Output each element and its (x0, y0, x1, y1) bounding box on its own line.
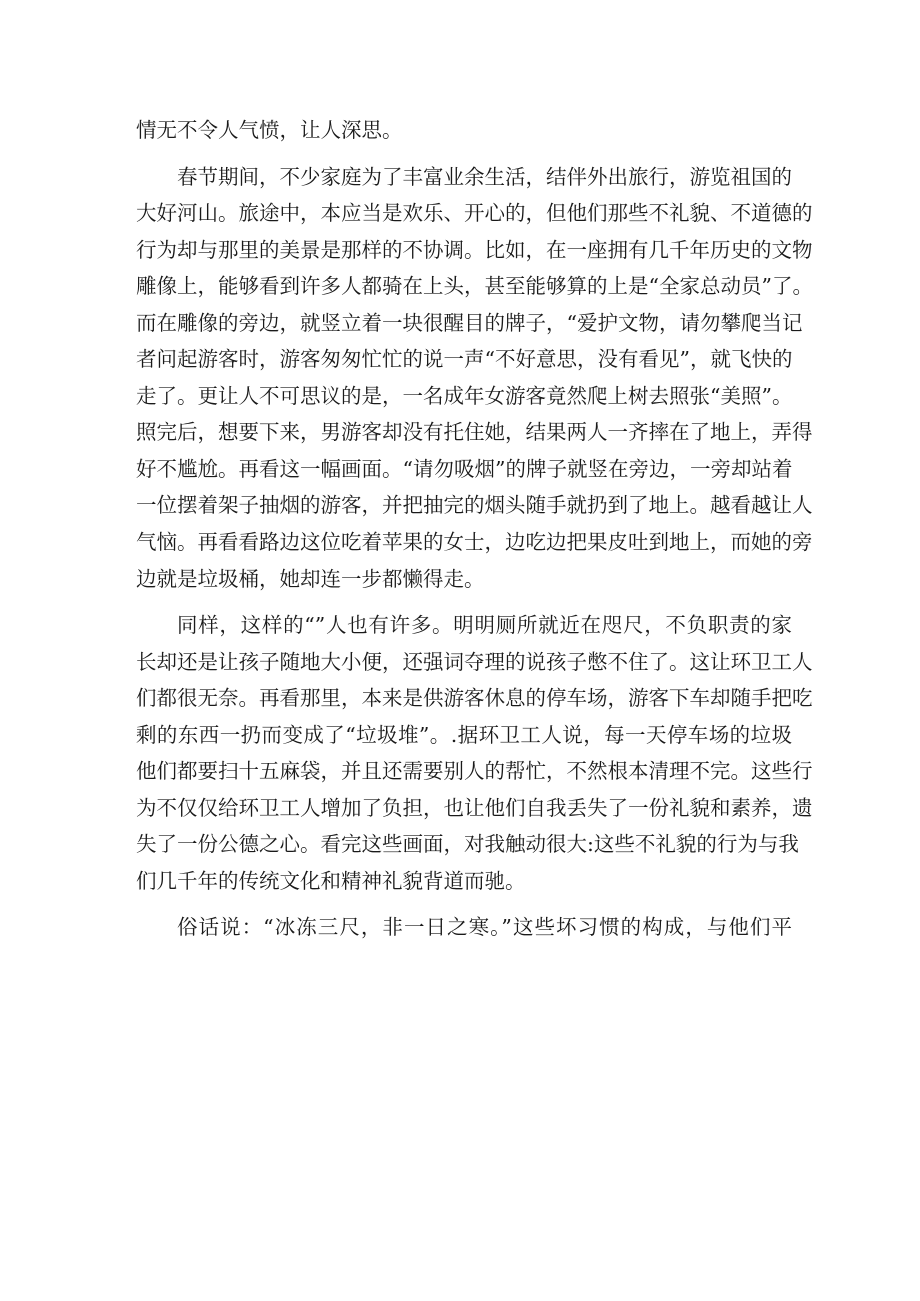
text-line: 春节期间，不少家庭为了丰富业余生活，结伴外出旅行，游览祖国的 (177, 164, 792, 189)
text-line: 边就是垃圾桶，她却连一步都懒得走。 (136, 566, 485, 591)
paragraph-similar-behaviors (136, 607, 813, 899)
text-line: 同样，这样的“”人也有许多。明明厕所就近在咫尺，不负职责的家 (177, 613, 792, 638)
text-line: 长却还是让孩子随地大小便，还强词夺理的说孩子憋不住了。这让环卫工人 (136, 649, 813, 674)
text-line: 为不仅仅给环卫工人增加了负担，也让他们自我丢失了一份礼貌和素养，遗 (136, 795, 813, 820)
text-line: 们几千年的传统文化和精神礼貌背道而驰。 (136, 868, 526, 893)
paragraph-continuation (136, 112, 792, 149)
text-line: 大好河山。旅途中，本应当是欢乐、开心的，但他们那些不礼貌、不道德的 (136, 201, 813, 226)
text-line: 他们都要扫十五麻袋，并且还需要别人的帮忙，不然根本清理不完。这些行 (136, 759, 813, 784)
document-body (136, 112, 813, 946)
text-line: 俗话说：“冰冻三尺，非一日之寒。”这些坏习惯的构成，与他们平 (177, 915, 792, 940)
text-line: 失了一份公德之心。看完这些画面，对我触动很大:这些不礼貌的行为与我 (136, 832, 799, 857)
text-line: 气恼。再看看路边这位吃着苹果的女士，边吃边把果皮吐到地上，而她的旁 (136, 530, 813, 555)
text-line: 情无不令人气愤，让人深思。 (136, 118, 403, 142)
text-line: 一位摆着架子抽烟的游客，并把抽完的烟头随手就扔到了地上。越看越让人 (136, 493, 813, 518)
text-line: 好不尴尬。再看这一幅画面。“请勿吸烟”的牌子就竖在旁边，一旁却站着 (136, 456, 793, 481)
text-line: 们都很无奈。再看那里，本来是供游客休息的停车场，游客下车却随手把吃 (136, 686, 813, 711)
text-line: 而在雕像的旁边，就竖立着一块很醒目的牌子，“爱护文物，请勿攀爬当记 (136, 310, 803, 335)
text-line: 剩的东西一扔而变成了“垃圾堆”。.据环卫工人说，每一天停车场的垃圾 (136, 722, 792, 747)
text-line: 走了。更让人不可思议的是，一名成年女游客竟然爬上树去照张“美照”。 (136, 383, 793, 408)
text-line: 雕像上，能够看到许多人都骑在上头，甚至能够算的上是“全家总动员”了。 (136, 274, 813, 299)
text-line: 照完后，想要下来，男游客却没有托住她，结果两人一齐摔在了地上，弄得 (136, 420, 813, 445)
text-line: 行为却与那里的美景是那样的不协调。比如，在一座拥有几千年历史的文物 (136, 237, 813, 262)
text-line: 者问起游客时，游客匆匆忙忙的说一声“不好意思，没有看见”，就飞快的 (136, 347, 793, 372)
paragraph-proverb (136, 909, 792, 946)
paragraph-spring-festival-travel (136, 159, 813, 598)
